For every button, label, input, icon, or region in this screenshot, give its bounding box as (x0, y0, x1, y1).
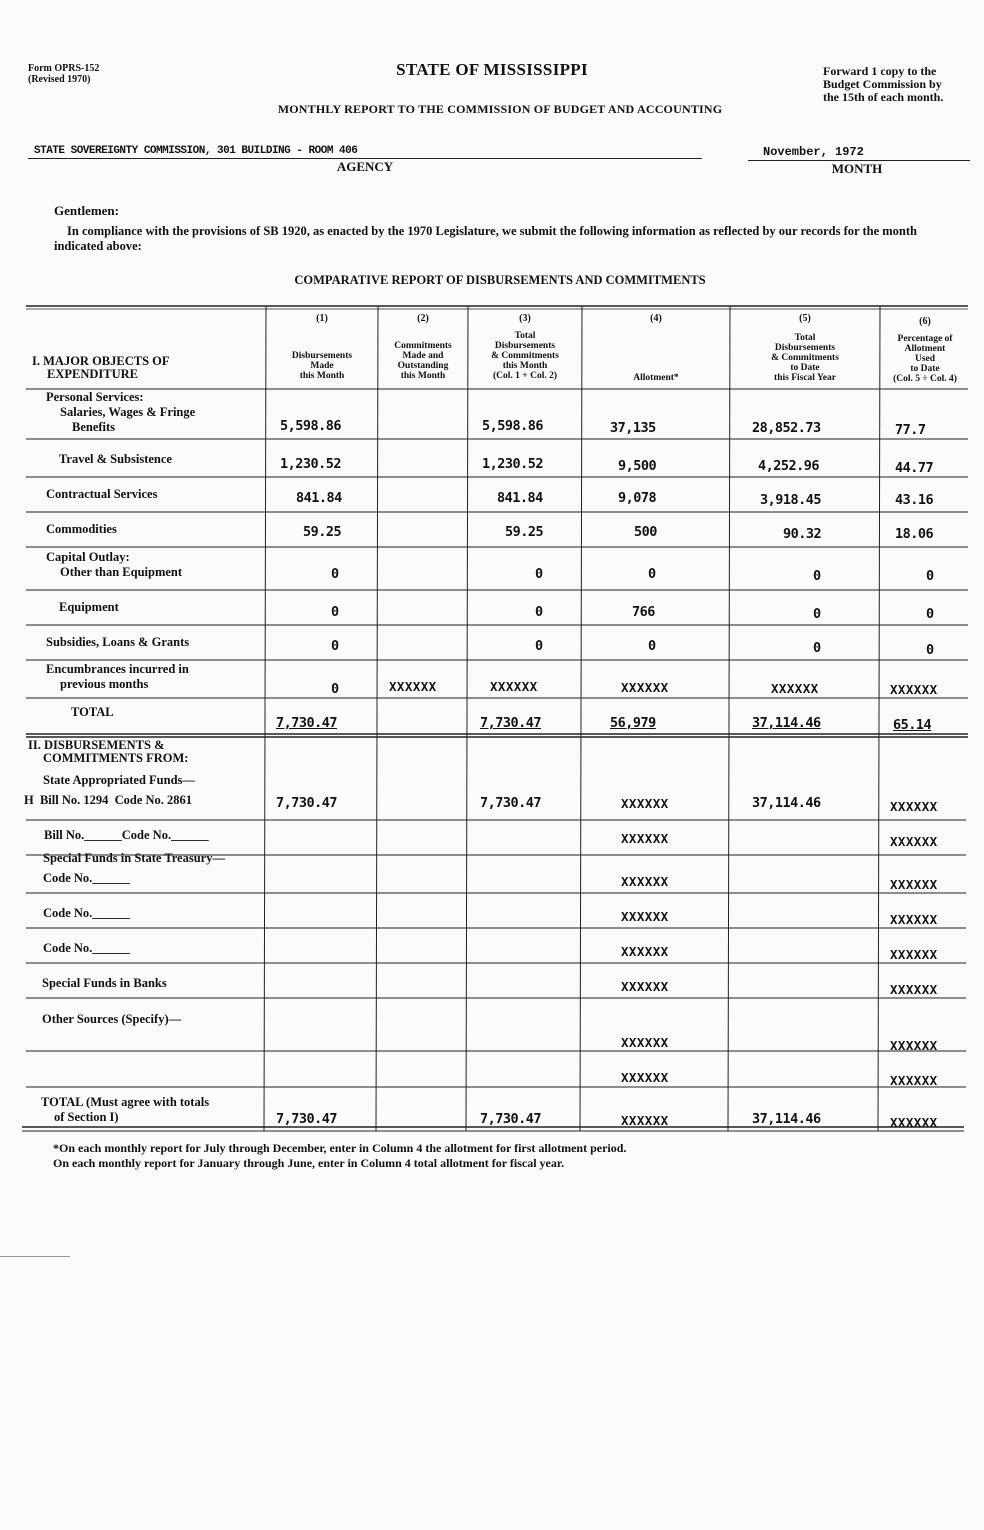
cell-value: XXXXXX (890, 1115, 938, 1130)
cell-value: 0 (331, 681, 339, 697)
row-label-line: Capital Outlay: (46, 550, 130, 564)
row-label: Commodities (46, 522, 117, 536)
row-label-line: Code No.______ (43, 871, 130, 885)
cell-value: 0 (535, 638, 543, 654)
col-header-line: Total (514, 331, 536, 341)
row-label (46, 390, 195, 435)
col-header-line: Made and (402, 351, 444, 361)
cell-value: 59.25 (303, 524, 342, 540)
cell-value: XXXXXX (621, 1035, 669, 1050)
col-6-number: (6) (919, 316, 931, 327)
report-title: MONTHLY REPORT TO THE COMMISSION OF BUDGET AND ACCOUNTING (277, 102, 723, 116)
cell-value: XXXXXX (621, 1070, 669, 1085)
col-header-line: this Month (502, 361, 548, 371)
cell-value: 0 (813, 606, 821, 622)
intro-paragraph: In compliance with the provisions of SB 1920, as enacted by the 1970 Legislature, we submit the following information as reflected by our records for the month indicated above: (54, 224, 917, 253)
row-label-line: Personal Services: (46, 390, 144, 404)
cell-value: 65.14 (893, 717, 932, 733)
cell-value: 0 (331, 604, 339, 620)
cell-value: 0 (535, 566, 543, 582)
cell-value: 7,730.47 (480, 795, 542, 811)
state-title: STATE OF MISSISSIPPI (396, 60, 588, 79)
cell-value: 7,730.47 (276, 795, 338, 811)
cell-value: 0 (926, 642, 934, 658)
col-header-line: Made (310, 361, 334, 371)
cell-value: XXXXXX (890, 682, 938, 697)
cell-value: 18.06 (895, 526, 934, 542)
cell-value: XXXXXX (621, 831, 669, 846)
row-label-line: previous months (60, 677, 149, 691)
cell-value: 841.84 (296, 490, 342, 506)
col-header-line: & Commitments (491, 351, 559, 361)
col-header-line: this Month (299, 371, 345, 381)
month-value: November, 1972 (763, 145, 864, 159)
row-label-line: Benefits (72, 420, 116, 434)
col-header-line: Allotment (904, 344, 946, 354)
cell-value: 90.32 (783, 526, 822, 542)
cell-value: 1,230.52 (280, 456, 342, 472)
row-label-line: of Section I) (54, 1110, 119, 1124)
section-title-line: I. MAJOR OBJECTS OF (32, 354, 170, 368)
month-label: MONTH (831, 161, 883, 176)
col-header-line: Total (794, 333, 816, 343)
cell-value: 766 (632, 604, 655, 620)
cell-value: XXXXXX (621, 909, 669, 924)
cell-value: 4,252.96 (758, 458, 820, 474)
row-label: Equipment (59, 600, 119, 614)
cell-value: XXXXXX (490, 679, 538, 694)
row-label (41, 1095, 209, 1125)
col-header-line: Disbursements (774, 343, 836, 353)
cell-value: XXXXXX (890, 1038, 938, 1053)
col-header-line: to Date (790, 363, 820, 373)
col-5-number: (5) (799, 313, 811, 324)
col-header-line: Disbursements (494, 341, 556, 351)
cell-value: XXXXXX (771, 681, 819, 696)
row-label (46, 550, 182, 580)
cell-value: XXXXXX (389, 679, 437, 694)
cell-value: 0 (331, 566, 339, 582)
salutation: Gentlemen: (54, 203, 119, 218)
cell-value: 7,730.47 (480, 1111, 542, 1127)
cell-value: 9,078 (618, 490, 657, 506)
cell-value: 841.84 (497, 490, 543, 506)
row-label-line: Salaries, Wages & Fringe (60, 405, 196, 419)
col-1-number: (1) (316, 313, 328, 324)
row-label-line: Special Funds in State Treasury— (43, 851, 225, 865)
cell-value: 37,114.46 (752, 795, 821, 811)
row-label (24, 773, 195, 808)
cell-value: 37,135 (610, 420, 656, 436)
cell-value: 5,598.86 (482, 418, 544, 434)
cell-value: 5,598.86 (280, 418, 342, 434)
cell-value: 0 (648, 566, 656, 582)
row-label: Code No.______ (43, 941, 130, 955)
row-label: Bill No.______Code No.______ (44, 828, 209, 842)
col-5-header (730, 333, 880, 383)
cell-value: 7,730.47 (480, 715, 542, 731)
cell-value: 37,114.46 (752, 715, 821, 731)
col-header-line: & Commitments (771, 353, 839, 363)
cell-value: 0 (331, 638, 339, 654)
section-2-title (28, 739, 188, 765)
scan-mark (0, 1256, 70, 1257)
agency-label: AGENCY (336, 159, 394, 174)
cell-value: XXXXXX (621, 944, 669, 959)
cell-value: 9,500 (618, 458, 657, 474)
col-4-number: (4) (650, 313, 662, 324)
cell-value: 500 (634, 524, 657, 540)
row-label: Contractual Services (46, 487, 158, 501)
cell-value: XXXXXX (621, 979, 669, 994)
cell-value: 7,730.47 (276, 1111, 338, 1127)
col-4-header (582, 373, 730, 383)
cell-value: 0 (926, 606, 934, 622)
row-label-line: TOTAL (Must agree with totals (41, 1095, 210, 1109)
col-header-line: (Col. 1 + Col. 2) (493, 371, 557, 381)
cell-value: XXXXXX (890, 834, 938, 849)
cell-value: 44.77 (895, 460, 934, 476)
cell-value: 0 (813, 640, 821, 656)
section-1-title (32, 355, 170, 381)
row-label: Other Sources (Specify)— (42, 1012, 182, 1026)
cell-value: 28,852.73 (752, 420, 821, 436)
col-header-line: Commitments (394, 341, 452, 351)
footnote-line: On each monthly report for January through June, enter in Column 4 total allotment for fiscal year. (53, 1156, 565, 1170)
row-label: Travel & Subsistence (59, 452, 172, 466)
row-label (46, 662, 189, 692)
form-number: Form OPRS-152 (28, 63, 100, 74)
section-title-line: COMMITMENTS FROM: (43, 751, 189, 765)
row-label (43, 851, 225, 886)
col-header-line: Allotment* (633, 373, 679, 383)
cell-value: 7,730.47 (276, 715, 338, 731)
cell-value: 77.7 (895, 422, 926, 438)
forward-line: Forward 1 copy to the (823, 64, 937, 78)
cell-value: 1,230.52 (482, 456, 544, 472)
forward-line: the 15th of each month. (823, 90, 944, 104)
footnote-line: *On each monthly report for July through December, enter in Column 4 the allotment for first allotment period. (53, 1141, 627, 1155)
col-2-number: (2) (417, 313, 429, 324)
row-label: Subsidies, Loans & Grants (46, 635, 190, 649)
cell-value: 0 (813, 568, 821, 584)
col-header-line: Disbursements (291, 351, 353, 361)
row-label-line: State Appropriated Funds— (43, 773, 195, 787)
cell-value: XXXXXX (621, 680, 669, 695)
cell-value: 3,918.45 (760, 492, 822, 508)
cell-value: XXXXXX (890, 877, 938, 892)
col-header-line: Percentage of (897, 334, 953, 344)
footnotes (53, 1141, 626, 1171)
cell-value: 59.25 (505, 524, 544, 540)
cell-value: 56,979 (610, 715, 656, 731)
cell-value: 0 (926, 568, 934, 584)
col-6-header (880, 334, 970, 384)
cell-value: XXXXXX (621, 1113, 669, 1128)
col-header-line: to Date (910, 364, 940, 374)
row-label-line: H Bill No. 1294 Code No. 2861 (24, 793, 193, 807)
forward-line: Budget Commission by (823, 77, 942, 91)
section-title-line: EXPENDITURE (47, 367, 138, 381)
cell-value: XXXXXX (890, 982, 938, 997)
col-header-line: (Col. 5 ÷ Col. 4) (893, 374, 957, 384)
cell-value: 37,114.46 (752, 1111, 821, 1127)
cell-value: XXXXXX (890, 1073, 938, 1088)
cell-value: XXXXXX (890, 912, 938, 927)
section-title-line: II. DISBURSEMENTS & (28, 738, 165, 752)
col-header-line: this Month (400, 371, 446, 381)
cell-value: XXXXXX (890, 947, 938, 962)
cell-value: XXXXXX (621, 796, 669, 811)
cell-value: 43.16 (895, 492, 934, 508)
table-title: COMPARATIVE REPORT OF DISBURSEMENTS AND COMMITMENTS (294, 273, 706, 287)
col-1-header (266, 351, 378, 381)
col-2-header (378, 341, 468, 381)
form-revised: (Revised 1970) (28, 74, 91, 85)
agency-value: STATE SOVEREIGNTY COMMISSION, 301 BUILDING - ROOM 406 (34, 145, 358, 157)
row-label-line: Encumbrances incurred in (46, 662, 189, 676)
row-label: Special Funds in Banks (42, 976, 167, 990)
row-label: TOTAL (71, 705, 114, 719)
col-header-line: this Fiscal Year (774, 373, 836, 383)
cell-value: 0 (535, 604, 543, 620)
col-header-line: Outstanding (397, 361, 449, 371)
col-3-header (468, 331, 582, 381)
row-label: Code No.______ (43, 906, 130, 920)
cell-value: XXXXXX (621, 874, 669, 889)
col-header-line: Used (914, 354, 936, 364)
cell-value: 0 (648, 638, 656, 654)
row-label-line: Other than Equipment (60, 565, 183, 579)
col-3-number: (3) (519, 313, 531, 324)
cell-value: XXXXXX (890, 799, 938, 814)
